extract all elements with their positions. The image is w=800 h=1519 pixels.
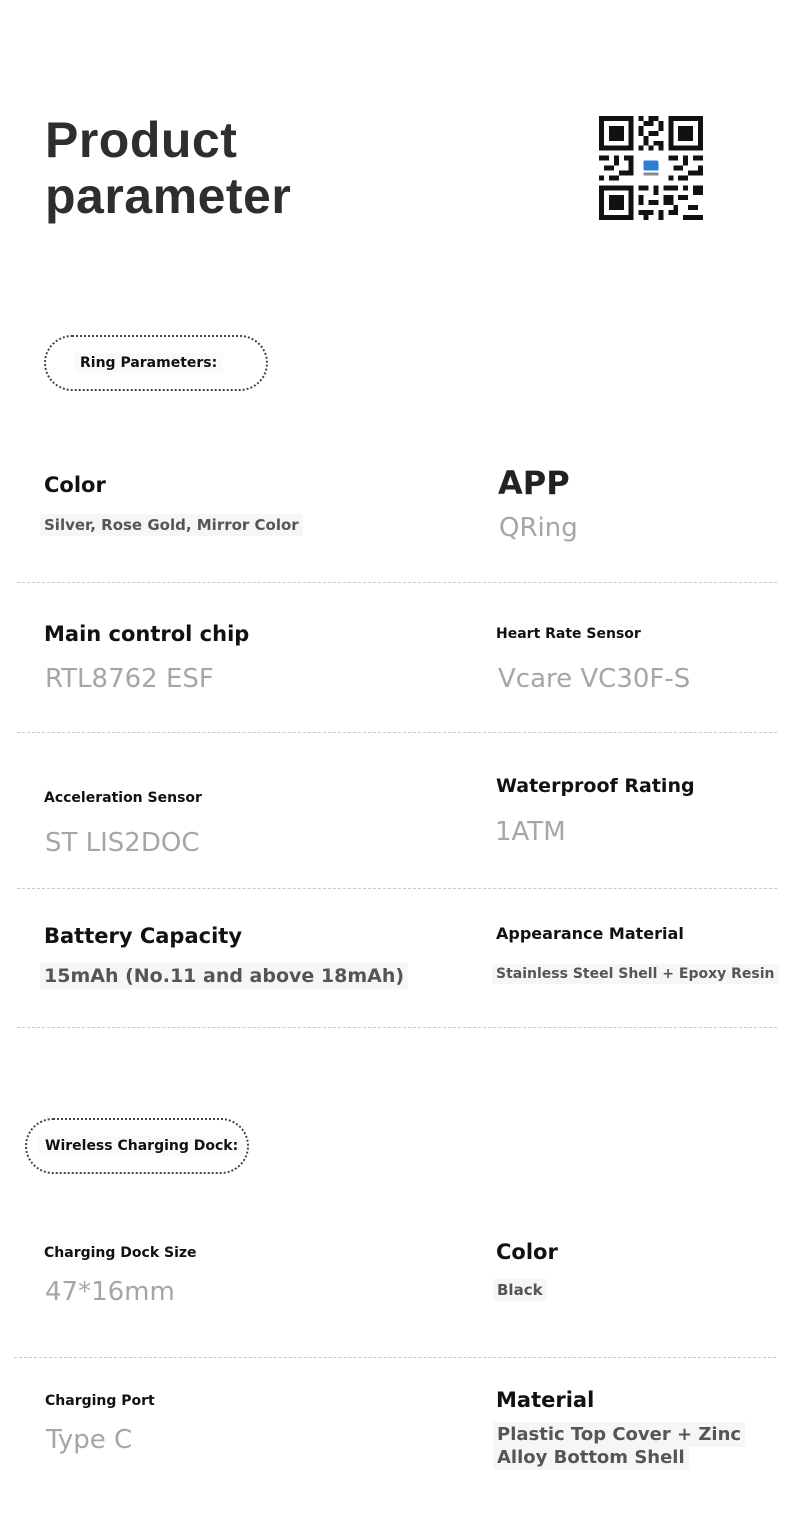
dock-material-label: Material (496, 1388, 595, 1412)
dock-color-label: Color (496, 1240, 558, 1264)
appearance-material-value: Stainless Steel Shell + Epoxy Resin (492, 966, 779, 982)
charging-port-value: Type C (46, 1425, 133, 1455)
color-label: Color (44, 473, 106, 497)
divider (14, 1357, 776, 1358)
battery-capacity-label: Battery Capacity (44, 924, 243, 948)
divider (17, 732, 777, 733)
dock-material-value: Plastic Top Cover + Zinc Alloy Bottom Shell (493, 1423, 745, 1469)
app-label: APP (498, 464, 570, 502)
appearance-material-label: Appearance Material (496, 924, 684, 943)
charging-dock-size-label: Charging Dock Size (44, 1245, 197, 1261)
waterproof-rating-value: 1ATM (495, 817, 566, 847)
divider (17, 888, 777, 889)
acceleration-sensor-label: Acceleration Sensor (44, 790, 202, 806)
divider (17, 1027, 777, 1028)
charging-dock-size-value: 47*16mm (45, 1277, 175, 1307)
wireless-charging-dock-label: Wireless Charging Dock: (39, 1136, 244, 1156)
waterproof-rating-label: Waterproof Rating (496, 775, 695, 797)
dock-color-value: Black (493, 1281, 547, 1299)
page-title (45, 112, 291, 224)
acceleration-sensor-value: ST LIS2DOC (45, 828, 200, 858)
divider (17, 582, 777, 583)
heart-rate-sensor-value: Vcare VC30F-S (498, 664, 691, 694)
heart-rate-sensor-label: Heart Rate Sensor (496, 626, 641, 642)
main-control-chip-value: RTL8762 ESF (45, 664, 214, 694)
title-line-1: Product (45, 112, 238, 168)
color-value: Silver, Rose Gold, Mirror Color (40, 516, 303, 534)
ring-parameters-label: Ring Parameters: (74, 353, 223, 373)
qr-code-icon (599, 116, 703, 220)
app-value: QRing (499, 513, 578, 543)
battery-capacity-value: 15mAh (No.11 and above 18mAh) (40, 965, 408, 987)
title-line-2: parameter (45, 168, 292, 224)
charging-port-label: Charging Port (45, 1393, 155, 1409)
wireless-charging-dock-badge (25, 1118, 249, 1174)
main-control-chip-label: Main control chip (44, 622, 250, 646)
ring-parameters-badge (44, 335, 268, 391)
